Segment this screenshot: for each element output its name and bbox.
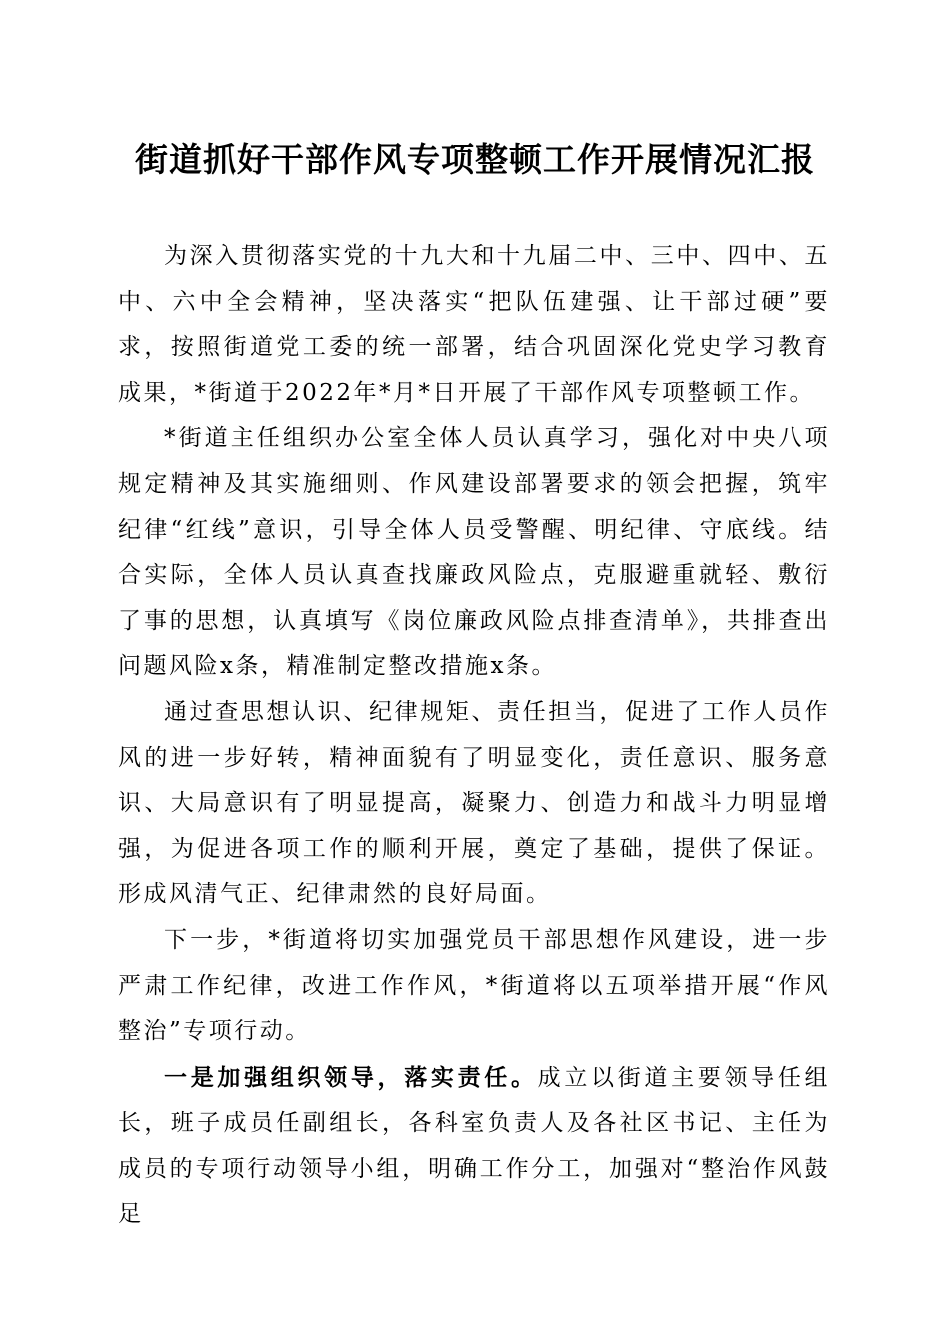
paragraph-results: 通过查思想认识、纪律规矩、责任担当，促进了工作人员作风的进一步好转，精神面貌有了明显变化，责任意识、服务意识、大局意识有了明显提高，凝聚力、创造力和战斗力明显增强，为促进各项工作的顺利开展，奠定了基础，提供了保证。形成风清气正、纪律肃然的良好局面。: [118, 698, 830, 908]
document-body: [118, 234, 830, 1238]
paragraph-intro: 为深入贯彻落实党的十九大和十九届二中、三中、四中、五中、六中全会精神，坚决落实“把队伍建强、让干部过硬”要求，按照街道党工委的统一部署，结合巩固深化党史学习教育成果，*街道于2022年*月*日开展了干部作风专项整顿工作。: [118, 243, 830, 406]
paragraph-study: *街道主任组织办公室全体人员认真学习，强化对中央八项规定精神及其实施细则、作风建设部署要求的领会把握，筑牢纪律“红线”意识，引导全体人员受警醒、明纪律、守底线。结合实际，全体人员认真查找廉政风险点，克服避重就轻、敷衍了事的思想，认真填写《岗位廉政风险点排查清单》，共排查出问题风险x条，精准制定整改措施x条。: [118, 425, 830, 680]
document-title: 街道抓好干部作风专项整顿工作开展情况汇报: [135, 140, 815, 179]
measure-1-text: 成立以街道主要领导任组长，班子成员任副组长，各科室负责人及各社区书记、主任为成员的专项行动领导小组，明确工作分工，加强对“整治作风鼓足: [118, 1064, 830, 1228]
paragraph-measure-1: [118, 1055, 830, 1238]
paragraph-next-step: 下一步，*街道将切实加强党员干部思想作风建设，进一步严肃工作纪律，改进工作作风，*街道将以五项举措开展“作风整治”专项行动。: [118, 926, 830, 1045]
measure-1-lead: 一是加强组织领导，落实责任。: [164, 1063, 538, 1091]
